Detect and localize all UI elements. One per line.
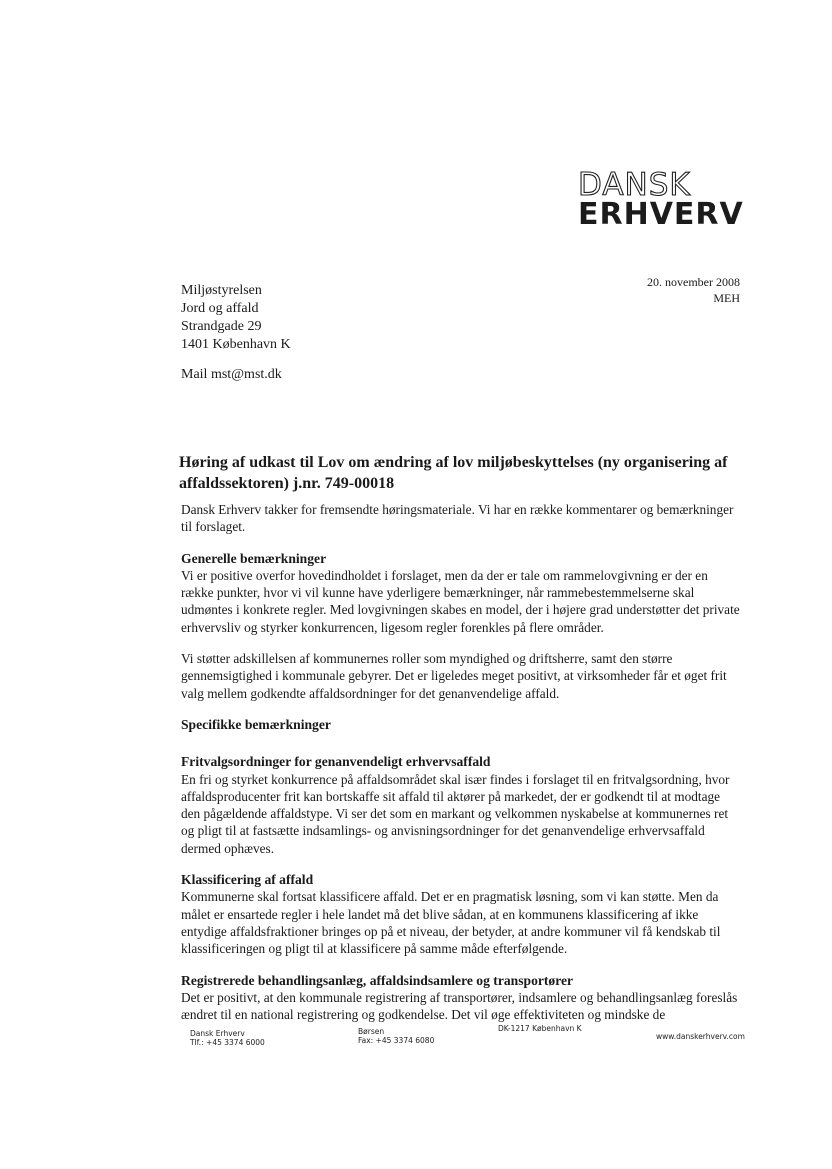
footer-fax: Fax: +45 3374 6080 — [358, 1036, 435, 1045]
classification-paragraph: Kommunerne skal fortsat klassificere affald. Det er en pragmatisk løsning, som vi kan støtte. Men da målet er ensartede regler i hele landet må det blive sådan, at en kommunens klassificering af ikke entydige affaldsfraktioner bringes op på et niveau, der betyder, at andre kommuner vil få kendskab til klassificeringen og pligt til at klassificere på samme måde efterfølgende. — [181, 889, 721, 957]
general-paragraph-2: Vi støtter adskillelsen af kommunernes roller som myndighed og driftsherre, samt den større gennemsigtighed i kommunale gebyrer. Det er ligeledes meget positivt, at virksomheder får et øget frit valg mellem godkendte affaldsordninger for det genanvendelige affald. — [181, 651, 727, 701]
recipient-address — [181, 282, 291, 384]
general-heading: Generelle bemærkninger — [181, 550, 327, 566]
classification-heading: Klassificering af affald — [181, 872, 314, 888]
letter-date-block — [647, 274, 740, 306]
fritvalg-paragraph: En fri og styrket konkurrence på affaldsområdet skal især findes i forslaget til en fritvalgsordning, hvor affaldsproducenter frit kan bortskaffe sit affald til aktører på markedet, der er godkendt til at modtage den pågældende affaldstype. Vi ser det som en markant og velkommen nyskabelse at kommunernes ret og pligt til at fastsætte indsamlings- og anvisningsordninger for det genanvendelige erhvervsaffald dermed ophæves. — [181, 771, 730, 856]
footer-city: DK-1217 København K — [498, 1024, 582, 1033]
letter-date: 20. november 2008 — [647, 275, 740, 289]
author-initials: MEH — [713, 291, 740, 305]
fritvalg-heading: Fritvalgsordninger for genanvendeligt erhvervsaffald — [181, 754, 491, 770]
recipient-mail: Mail mst@mst.dk — [181, 367, 282, 382]
footer-website: www.danskerhverv.com — [656, 1032, 745, 1041]
registration-paragraph: Det er positivt, at den kommunale registrering af transportører, indsamlere og behandlingsanlæg foreslås ændret til en national registrering og godkendelse. Det vil øge effektiviteten og mindske de — [181, 989, 738, 1023]
logo-text-bottom: ERHVERV — [578, 197, 744, 232]
recipient-name: Miljøstyrelsen — [181, 283, 262, 298]
recipient-department: Jord og affald — [181, 301, 259, 316]
recipient-street: Strandgade 29 — [181, 319, 262, 334]
letter-body — [181, 501, 741, 1037]
intro-paragraph: Dansk Erhverv takker for fremsendte høringsmateriale. Vi har en række kommentarer og bemærkninger til forslaget. — [181, 502, 734, 535]
footer-phone: Tlf.: +45 3374 6000 — [190, 1038, 265, 1047]
footer-building: Børsen — [358, 1027, 385, 1036]
company-logo — [578, 167, 748, 232]
specific-heading: Specifikke bemærkninger — [181, 716, 331, 732]
recipient-city: 1401 København K — [181, 337, 291, 352]
logo-text-top: DANSK — [578, 167, 691, 203]
general-paragraph-1: Vi er positive overfor hovedindholdet i forslaget, men da der er tale om rammelovgivning er der en række punkter, hvor vi vil kunne have yderligere bemærkninger, når rammebestemmelserne skal udmøntes i konkrete regler. Med lovgivningen skabes en model, der i højere grad understøtter det private erhvervsliv og styrker konkurrencen, ligesom regler forenkles på flere områder. — [181, 567, 740, 635]
registration-heading: Registrerede behandlingsanlæg, affaldsindsamlere og transportører — [181, 972, 574, 988]
letter-title: Høring af udkast til Lov om ændring af lov miljøbeskyttelses (ny organisering af affaldssektoren) j.nr. 749-00018 — [179, 454, 728, 492]
footer-company: Dansk Erhverv — [190, 1029, 245, 1038]
